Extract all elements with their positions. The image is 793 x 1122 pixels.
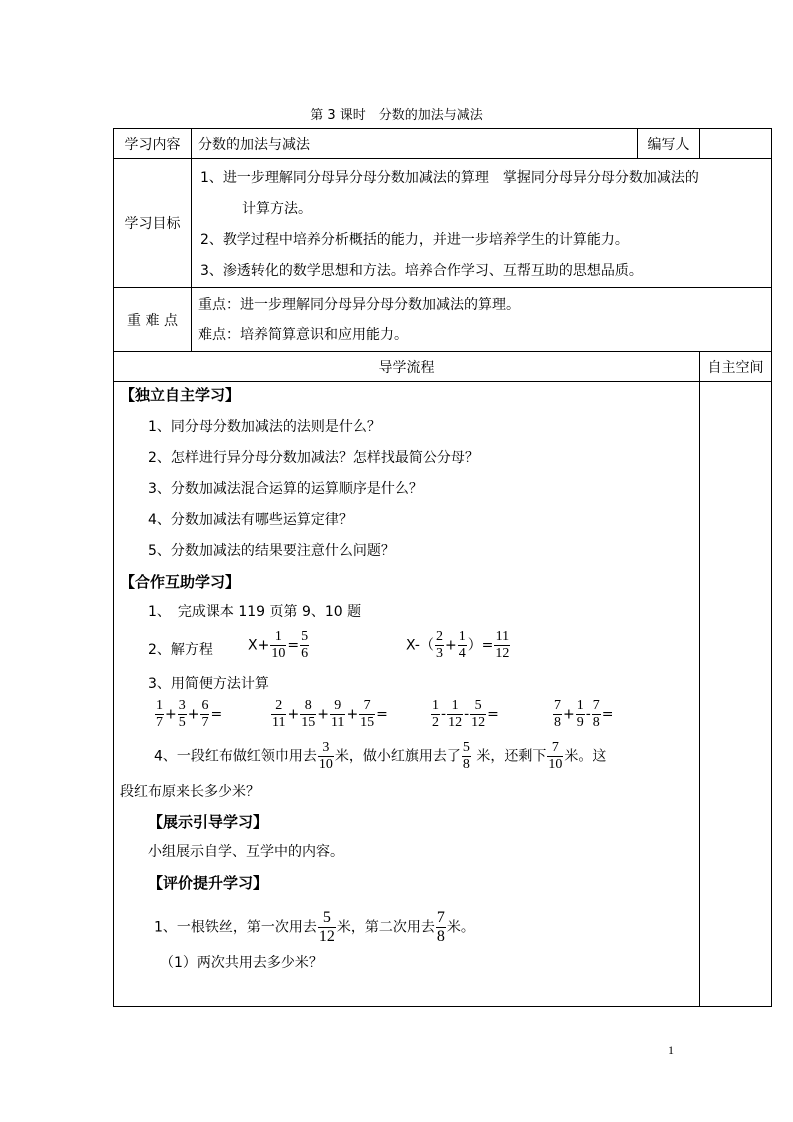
calc-4 xyxy=(552,699,614,730)
question-1: 1、同分母分数加减法的法则是什么？ xyxy=(148,419,381,435)
operator: + xyxy=(346,706,359,723)
goal-1: 1、进一步理解同分母异分母分数加减法的算理 掌握同分母异分母分数加减法的 xyxy=(200,170,699,186)
equals-sign: = xyxy=(287,637,300,654)
content-value: 分数的加法与减法 xyxy=(192,129,638,159)
fraction: $\frac{5}{12}$ xyxy=(471,698,486,730)
operator: - xyxy=(585,706,591,723)
process-row xyxy=(114,382,772,1007)
fraction: $\frac{1}{10}$ xyxy=(271,629,286,661)
close-paren-equals: ）= xyxy=(467,637,494,654)
fraction: $\frac{8}{15}$ xyxy=(301,698,316,730)
calc-3 xyxy=(430,699,499,730)
content-label: 学习内容 xyxy=(114,129,192,159)
item-2-equations xyxy=(120,627,699,671)
fraction: $\frac{3}{5}$ xyxy=(178,698,186,730)
key-points-label: 重 难 点 xyxy=(114,288,192,352)
plus-sign: + xyxy=(444,637,457,654)
calc-1 xyxy=(154,699,222,730)
eq2-x: X-（ xyxy=(406,637,434,654)
fraction: $\frac{7}{8}$ xyxy=(436,909,445,945)
fraction: $\frac{5}{6}$ xyxy=(301,629,309,661)
fraction: $\frac{6}{7}$ xyxy=(201,698,209,730)
item-1: 1、 完成课本 119 页第 9、10 题 xyxy=(148,604,362,620)
fraction: $\frac{11}{12}$ xyxy=(495,629,510,661)
fraction: $\frac{7}{8}$ xyxy=(554,698,561,730)
lesson-table xyxy=(113,128,772,1007)
eq1-x: X+ xyxy=(248,637,270,654)
content-row xyxy=(114,129,772,159)
operator: + xyxy=(563,706,575,723)
fraction: $\frac{7}{15}$ xyxy=(360,698,375,730)
eval-q1-part-b: 米，第二次用去 xyxy=(336,919,435,936)
item-4-part-b: 米，做小红旗用去了 xyxy=(334,748,461,765)
section-evaluation-title: 【评价提升学习】 xyxy=(148,874,269,892)
question-4: 4、分数加减法有哪些运算定律？ xyxy=(148,512,353,528)
process-header: 导学流程 xyxy=(114,352,700,382)
key-points-content xyxy=(192,288,772,352)
section-independent-title: 【独立自主学习】 xyxy=(120,386,241,404)
goal-3: 3、渗透转化的数学思想和方法。培养合作学习、互帮互助的思想品质。 xyxy=(200,263,643,279)
item-4-text xyxy=(154,741,606,772)
evaluation-sub-question: （1）两次共用去多少米？ xyxy=(160,955,323,971)
eval-q1-part-c: 米。 xyxy=(446,919,475,936)
question-5: 5、分数加减法的结果要注意什么问题？ xyxy=(148,543,395,559)
item-3: 3、用简便方法计算 xyxy=(148,676,269,692)
fraction: $\frac{5}{12}$ xyxy=(318,909,335,945)
item-2-label: 2、解方程 xyxy=(148,642,213,658)
operator: + xyxy=(187,706,200,723)
fraction: $\frac{7}{8}$ xyxy=(592,698,600,730)
equals-sign: = xyxy=(210,706,223,723)
fraction: $\frac{1}{7}$ xyxy=(156,698,163,730)
fraction: $\frac{5}{8}$ xyxy=(462,740,470,772)
page-number: 1 xyxy=(668,1043,674,1057)
goals-row xyxy=(114,159,772,288)
item-4-part-a: 4、一段红布做红领巾用去 xyxy=(154,748,317,765)
key-points-row xyxy=(114,288,772,352)
item-4-part-d: 米。这 xyxy=(564,748,607,765)
fraction: $\frac{1}{9}$ xyxy=(576,698,584,730)
process-content xyxy=(114,382,700,1007)
fraction: $\frac{3}{10}$ xyxy=(318,740,333,772)
fraction: $\frac{9}{11}$ xyxy=(330,698,345,730)
eval-q1-part-a: 1、一根铁丝，第一次用去 xyxy=(154,919,317,936)
fraction: $\frac{1}{12}$ xyxy=(448,698,463,730)
operator: + xyxy=(165,706,177,723)
key-point: 重点：进一步理解同分母异分母分数加减法的算理。 xyxy=(198,297,520,313)
section-cooperative-title: 【合作互助学习】 xyxy=(120,573,241,591)
process-header-row xyxy=(114,352,772,382)
equals-sign: = xyxy=(376,706,388,723)
goal-1-continued: 计算方法。 xyxy=(242,201,312,217)
equation-2 xyxy=(406,630,511,661)
item-4-line-1 xyxy=(120,741,699,777)
equation-1 xyxy=(248,630,310,661)
fraction: $\frac{7}{10}$ xyxy=(548,740,563,772)
goals-content xyxy=(192,159,772,288)
question-3: 3、分数加减法混合运算的运算顺序是什么？ xyxy=(148,481,423,497)
side-header: 自主空间 xyxy=(700,352,772,382)
question-2: 2、怎样进行异分母分数加减法？怎样找最简公分母？ xyxy=(148,450,479,466)
operator: + xyxy=(317,706,329,723)
operator: - xyxy=(441,706,447,723)
difficult-point: 难点：培养简算意识和应用能力。 xyxy=(198,327,408,343)
author-value xyxy=(700,129,772,159)
item-3-calculations xyxy=(120,697,699,741)
goals-label: 学习目标 xyxy=(114,159,192,288)
goal-2: 2、教学过程中培养分析概括的能力，并进一步培养学生的计算能力。 xyxy=(200,232,629,248)
self-study-space xyxy=(700,382,772,1007)
fraction: $\frac{2}{11}$ xyxy=(272,698,286,730)
evaluation-question-1-text xyxy=(154,910,475,945)
page-title: 第 3 课时 分数的加法与减法 xyxy=(310,108,483,123)
fraction: $\frac{2}{3}$ xyxy=(435,629,443,661)
item-4-part-c: 米，还剩下 xyxy=(471,748,547,765)
operator: + xyxy=(287,706,300,723)
fraction: $\frac{1}{4}$ xyxy=(458,629,466,661)
display-text: 小组展示自学、互学中的内容。 xyxy=(148,844,344,860)
section-display-title: 【展示引导学习】 xyxy=(148,813,269,831)
item-4-line-2: 段红布原来长多少米？ xyxy=(120,784,260,800)
calc-2 xyxy=(270,699,388,730)
equals-sign: = xyxy=(601,706,614,723)
operator: - xyxy=(464,706,470,723)
author-label: 编写人 xyxy=(638,129,700,159)
equals-sign: = xyxy=(487,706,499,723)
fraction: $\frac{1}{2}$ xyxy=(432,698,439,730)
evaluation-question-1 xyxy=(120,898,699,948)
